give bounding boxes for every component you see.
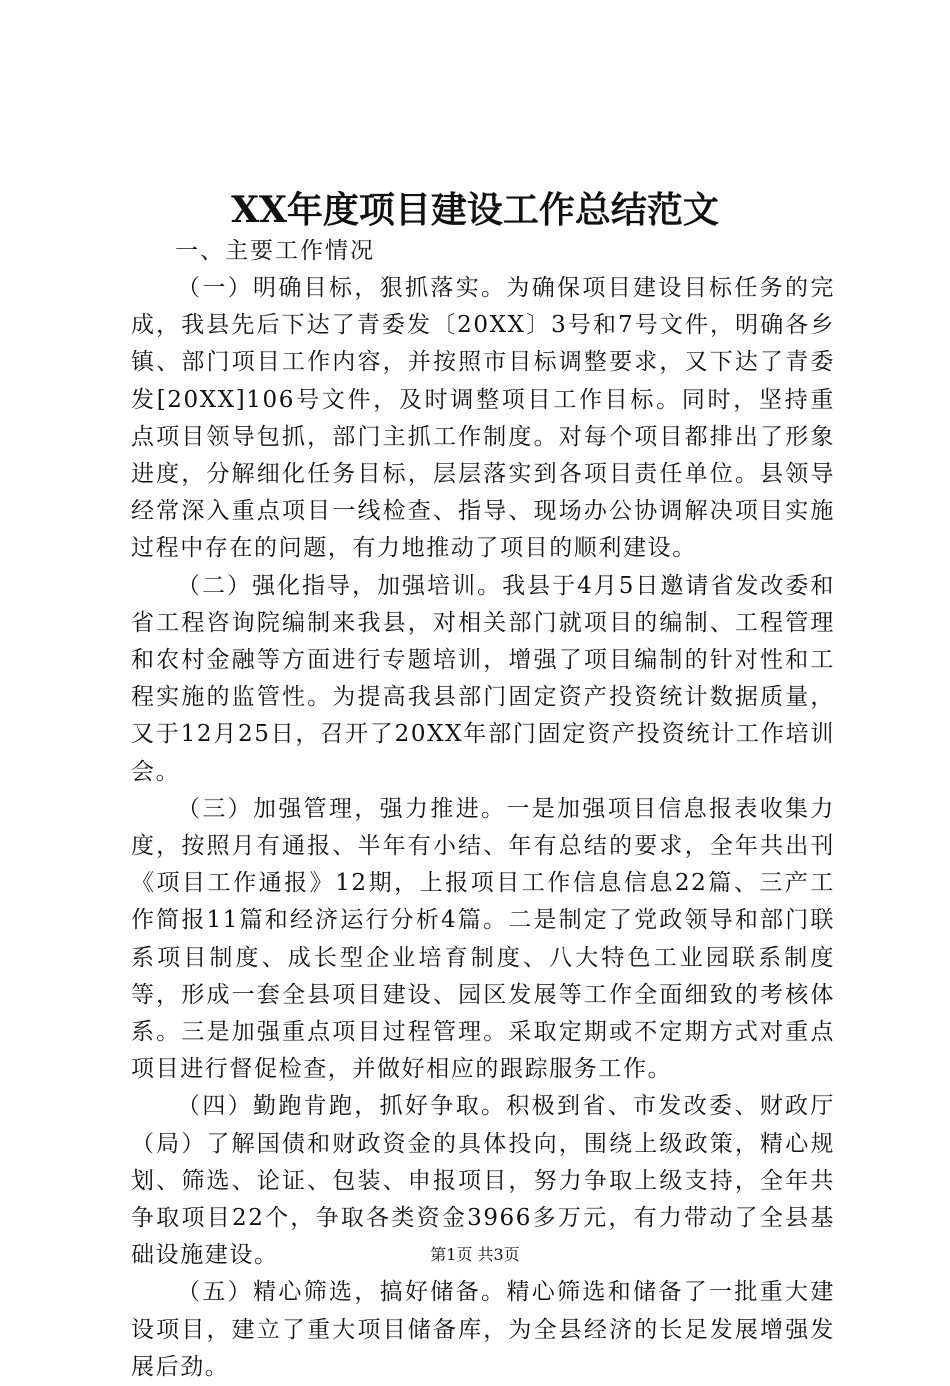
document-title: XX年度项目建设工作总结范文: [231, 189, 719, 231]
paragraph-1: （一）明确目标，狠抓落实。为确保项目建设目标任务的完成，我县先后下达了青委发〔20XX〕3号和7号文件，明确各乡镇、部门项目工作内容，并按照市目标调整要求，又下达了青委发[20XX]106号文件，及时调整项目工作目标。同时，坚持重点项目领导包抓，部门主抓工作制度。对每个项目都排出了形象进度，分解细化任务目标，层层落实到各项目责任单位。县领导经常深入重点项目一线检查、指导、现场办公协调解决项目实施过程中存在的问题，有力地推动了项目的顺利建设。: [131, 275, 835, 562]
page-footer: 第1页 共3页: [430, 1245, 520, 1264]
paragraph-5: （五）精心筛选，搞好储备。精心筛选和储备了一批重大建设项目，建立了重大项目储备库，为全县经济的长足发展增强发展后劲。: [131, 1279, 835, 1380]
paragraph-4: （四）勤跑肯跑，抓好争取。积极到省、市发改委、财政厅（局）了解国债和财政资金的具体投向，围绕上级政策，精心规划、筛选、论证、包装、申报项目，努力争取上级支持，全年共争取项目22个，争取各类资金3966多万元，有力带动了全县基础设施建设。: [131, 1093, 835, 1269]
section-heading: 一、主要工作情况: [175, 238, 375, 264]
document-body: [131, 233, 835, 1386]
paragraph-3: （三）加强管理，强力推进。一是加强项目信息报表收集力度，按照月有通报、半年有小结、年有总结的要求，全年共出刊《项目工作通报》12期，上报项目工作信息信息22篇、三产工作简报11篇和经济运行分析4篇。二是制定了党政领导和部门联系项目制度、成长型企业培育制度、八大特色工业园联系制度等，形成一套全县项目建设、园区发展等工作全面细致的考核体系。三是加强重点项目过程管理。采取定期或不定期方式对重点项目进行督促检查，并做好相应的跟踪服务工作。: [131, 795, 835, 1083]
paragraph-2: （二）强化指导，加强培训。我县于4月5日邀请省发改委和省工程咨询院编制来我县，对相关部门就项目的编制、工程管理和农村金融等方面进行专题培训，增强了项目编制的针对性和工程实施的监管性。为提高我县部门固定资产投资统计数据质量，又于12月25日，召开了20XX年部门固定资产投资统计工作培训会。: [131, 572, 835, 785]
